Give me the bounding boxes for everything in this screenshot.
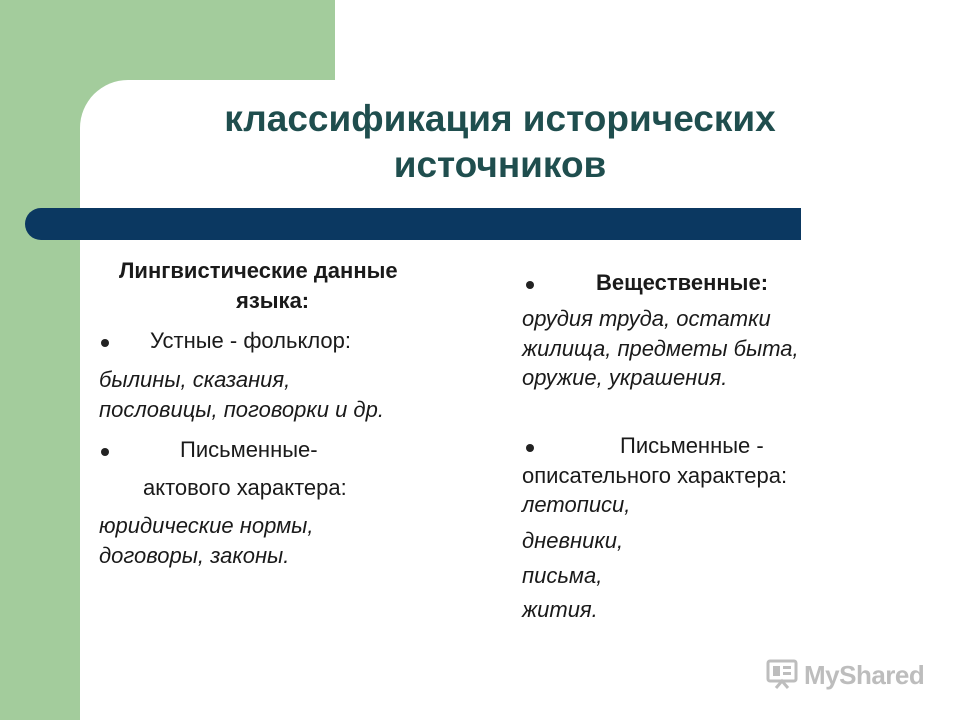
left-heading-line-1: Лингвистические данные <box>119 258 398 283</box>
left-item2-sublabel: актового характера: <box>143 475 347 500</box>
slide-title <box>150 96 850 188</box>
right-item2-desc-3: письма, <box>522 563 603 588</box>
bullet-icon <box>101 339 109 347</box>
right-item2-desc-2: дневники, <box>522 528 624 553</box>
left-item2-label: Письменные- <box>180 437 318 462</box>
right-item1-desc-line-2: жилища, предметы быта, <box>522 336 799 361</box>
left-item1-desc-line-2: пословицы, поговорки и др. <box>99 397 384 422</box>
title-underline-bar <box>25 208 801 240</box>
bullet-icon <box>526 281 534 289</box>
bullet-icon <box>526 444 534 452</box>
watermark-text: MyShared <box>804 660 925 690</box>
title-line-1: классификация исторических <box>224 98 776 139</box>
left-heading-line-2: языка: <box>236 288 310 313</box>
left-item2-desc-line-2: договоры, законы. <box>99 543 290 568</box>
right-item2-sublabel: описательного характера: <box>522 463 788 488</box>
title-line-2: источников <box>393 144 607 185</box>
right-item1-desc-line-3: оружие, украшения. <box>522 365 728 390</box>
watermark-logo <box>766 656 926 696</box>
right-item2-desc-4: жития. <box>522 597 598 622</box>
left-item1-label: Устные - фольклор: <box>150 328 352 353</box>
left-item2-desc-line-1: юридические нормы, <box>99 513 314 538</box>
right-item1-label: Вещественные: <box>596 270 769 295</box>
right-item2-label: Письменные - <box>620 433 764 458</box>
right-item2-desc-1: летописи, <box>522 492 631 517</box>
left-item1-desc-line-1: былины, сказания, <box>99 367 291 392</box>
bullet-icon <box>101 448 109 456</box>
background-green-strip <box>0 0 80 720</box>
right-item1-desc-line-1: орудия труда, остатки <box>522 306 771 331</box>
presentation-icon <box>766 658 798 690</box>
